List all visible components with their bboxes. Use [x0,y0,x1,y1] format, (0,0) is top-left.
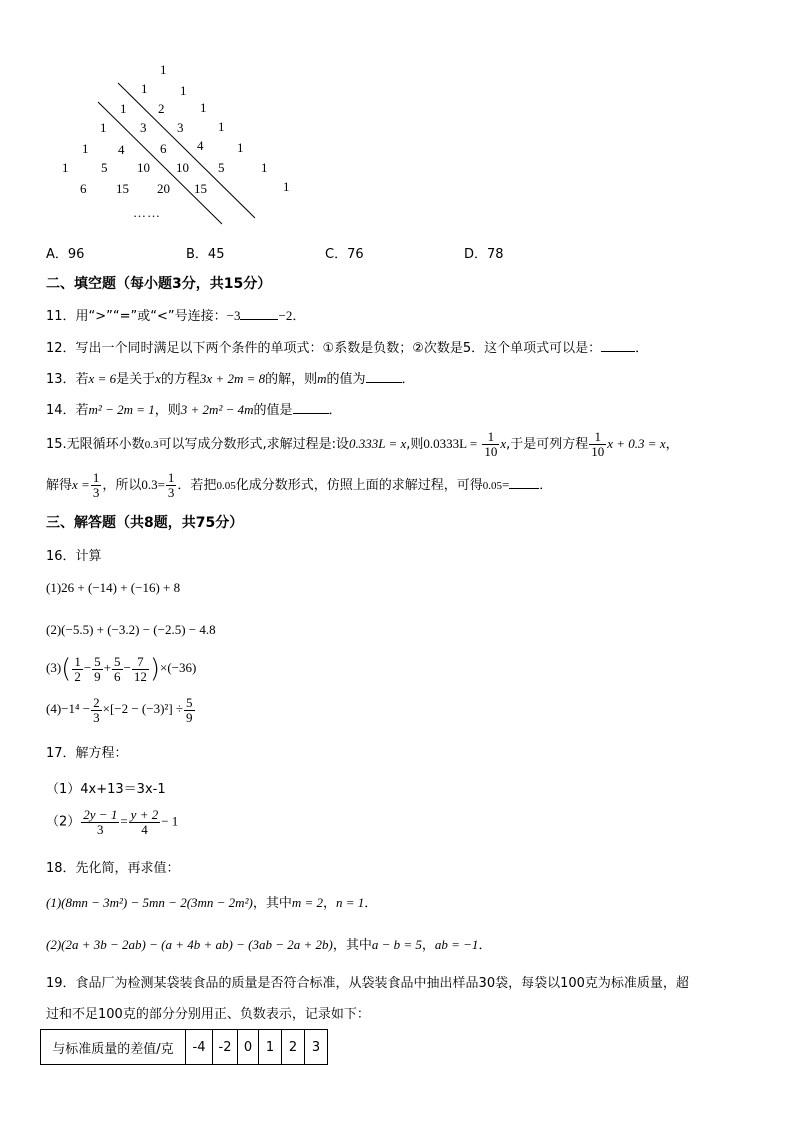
deviation-table [40,1029,328,1065]
triangle-number: 1 [141,81,148,96]
diagonal-lines [0,0,320,240]
question-17-part-2: （2） $\frac{2y - 1}{3}$ = $\frac{y + 2}{4}$ − 1 [46,807,179,837]
table-cell: 1 [259,1030,282,1065]
triangle-number: 1 [82,141,89,156]
option-d: D．78 [464,247,504,262]
question-16-part-4: (4)−1⁴ − $\frac{2}{3}$ ×[−2 − (−3)²] ÷ $\frac{5}{9}$ [46,695,193,725]
question-18-title: 18．先化简，再求值： [46,861,180,876]
section-title: 三、解答题（共8题，共75分） [46,515,244,531]
question-15-line-2: 解得x = $\frac{1}{3}$ ，所以0.3= $\frac{1}{3}$ ．若把0.05化成分数形式，仿照上面的求解过程，可得0.05= ． [46,470,553,500]
triangle-number: 10 [176,160,189,175]
question-19-line-1: 19．食品厂为检测某袋装食品的质量是否符合标准，从袋装食品中抽出样品30袋，每袋以100克为标准质量，超 [46,976,689,991]
table-cell: 0 [238,1030,259,1065]
triangle-number: 1 [261,160,268,175]
question-18-part-1: (1)(8mn − 3m²) − 5mn − 2(3mn − 2m²)，其中m = 2，n = 1． [46,895,378,911]
option-a: A．96 [46,247,85,262]
question-12: 12．写出一个同时满足以下两个条件的单项式：①系数是负数；②次数是5．这个单项式可以是： ． [46,341,649,356]
table-header-cell: 与标准质量的差值/克 [41,1030,186,1065]
question-16-part-1: (1)26 + (−14) + (−16) + 8 [46,580,181,595]
triangle-number: 5 [101,160,108,175]
triangle-number: 5 [218,160,225,175]
triangle-number: 1 [200,100,207,115]
question-15-line-1: 15.无限循环小数0.3可以写成分数形式,求解过程是:设0.333L = x,则0.0333L = $\frac{1}{10}$ x,于是可列方程 $\frac{1}{10}$ x + 0.3 = x， [46,429,679,459]
triangle-number: 6 [80,181,87,196]
question-16-title: 16．计算 [46,549,102,564]
triangle-number: 1 [160,62,167,77]
question-17-part-1: （1）4x+13＝3x-1 [46,782,166,797]
section-title: 二、填空题（每小题3分，共15分） [46,276,272,292]
question-19-line-2: 过和不足100克的部分分别用正、负数表示，记录如下： [46,1007,370,1022]
triangle-number: 3 [140,120,147,135]
triangle-number: 20 [157,181,170,196]
question-16-part-2: (2)(−5.5) + (−3.2) − (−2.5) − 4.8 [46,622,216,637]
triangle-number: 6 [160,141,167,156]
triangle-number: 1 [180,83,187,98]
option-c: C．76 [325,247,364,262]
triangle-number: 15 [116,181,129,196]
triangle-number: 4 [118,142,125,157]
table-cell: 3 [305,1030,328,1065]
question-17-title: 17．解方程： [46,746,128,761]
triangle-number: 1 [237,140,244,155]
triangle-number: 1 [62,160,69,175]
triangle-number: 1 [100,120,107,135]
triangle-number: 1 [283,179,290,194]
table-cell: 2 [282,1030,305,1065]
triangle-number: 2 [158,101,165,116]
table-row [41,1030,328,1065]
triangle-number: 3 [177,120,184,135]
question-18-part-2: (2)(2a + 3b − 2ab) − (a + 4b + ab) − (3ab − 2a + 2b)，其中a − b = 5，ab = −1． [46,937,492,953]
triangle-number: 1 [120,101,127,116]
triangle-number: 1 [218,119,225,134]
question-14: 14．若m² − 2m = 1，则3 + 2m² − 4m的值是 ． [46,402,342,418]
triangle-number: 4 [197,138,204,153]
option-b: B．45 [186,247,225,262]
table-cell: -4 [186,1030,213,1065]
triangle-ellipsis: …… [133,205,161,220]
question-16-part-3: (3)( $\frac{1}{2}$ − $\frac{5}{9}$ + $\frac{5}{6}$ − $\frac{7}{12}$ )×(−36) [46,653,197,684]
question-11: 11．用“>”“=”或“<”号连接：−3 −2． [46,308,306,324]
question-13: 13．若x = 6是关于x的方程3x + 2m = 8的解，则m的值为 ． [46,371,415,387]
triangle-number: 10 [137,160,150,175]
table-cell: -2 [213,1030,238,1065]
triangle-number: 15 [194,181,207,196]
